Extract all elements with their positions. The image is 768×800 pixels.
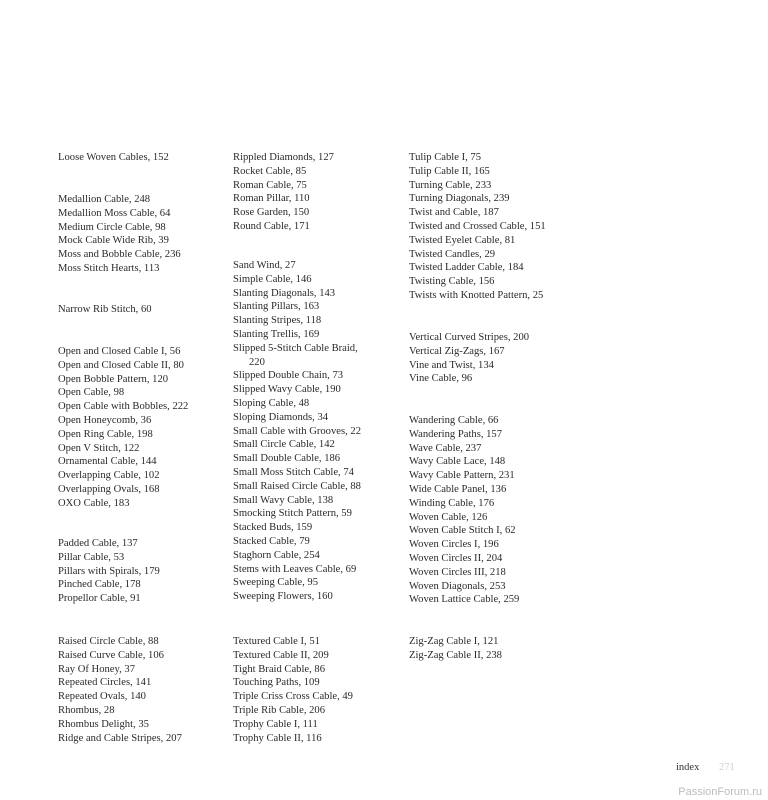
index-entry: Touching Paths, 109 [233,677,320,689]
index-group [58,193,181,276]
index-group [409,331,529,386]
index-entry: Medallion Cable, 248 [58,194,151,205]
index-entry: Triple Rib Cable, 206 [233,704,326,716]
index-entry: Sand Wind, 27 [233,260,296,271]
index-entry: Open and Closed Cable I, 56 [58,346,181,357]
index-entry: Small Cable with Grooves, 22 [233,425,361,437]
index-entry: Stacked Buds, 159 [233,522,313,534]
index-entry: Vine Cable, 96 [409,373,473,385]
index-entry: Trophy Cable II, 116 [233,732,322,744]
index-entry: Moss and Bobble Cable, 236 [58,249,181,261]
index-entry: Trophy Cable I, 111 [233,718,318,730]
index-entry: Small Moss Stitch Cable, 74 [233,466,354,478]
index-entry: Raised Curve Cable, 106 [58,649,164,661]
index-entry: Medallion Moss Cable, 64 [58,207,171,219]
index-entry: Wide Cable Panel, 136 [409,483,507,495]
index-group [58,151,169,165]
index-entry: Open and Closed Cable II, 80 [58,359,184,371]
index-entry: Roman Cable, 75 [233,179,307,191]
index-entry: Open Cable with Bobbles, 222 [58,401,189,413]
index-entry: Small Wavy Cable, 138 [233,494,334,506]
index-entry: Sloping Diamonds, 34 [233,411,329,423]
index-group [233,635,353,745]
index-entry: Vertical Curved Stripes, 200 [409,332,530,343]
index-entry: Overlapping Ovals, 168 [58,483,160,495]
index-entry: Open Ring Cable, 198 [58,428,153,440]
index-entry: Sweeping Flowers, 160 [233,591,333,603]
index-group [58,537,160,606]
index-entry: Pinched Cable, 178 [58,579,141,591]
index-entry: Twisted Ladder Cable, 184 [409,262,524,274]
index-entry: Open V Stitch, 122 [58,442,140,454]
index-entry: Winding Cable, 176 [409,497,495,509]
index-entry: 220 [249,356,265,368]
index-entry: Narrow Rib Stitch, 60 [58,304,152,315]
index-entry: Wavy Cable Pattern, 231 [409,470,515,482]
index-entry: Open Cable, 98 [58,387,125,399]
index-entry: Rhombus Delight, 35 [58,718,149,730]
index-entry: Propellor Cable, 91 [58,593,141,605]
index-entry: Tight Braid Cable, 86 [233,663,326,675]
index-entry: Open Bobble Pattern, 120 [58,373,169,385]
index-group [409,151,546,303]
index-entry: Slanting Pillars, 163 [233,301,320,313]
index-entry: Padded Cable, 137 [58,538,138,549]
index-entry: Turning Diagonals, 239 [409,193,510,205]
index-group [233,151,334,234]
index-entry: Woven Circles III, 218 [409,566,506,578]
index-entry: Rhombus, 28 [58,704,115,716]
index-entry: Textured Cable I, 51 [233,636,320,647]
index-entry: Slipped 5-Stitch Cable Braid, [233,342,358,354]
index-entry: Slanting Stripes, 118 [233,315,322,327]
index-entry: Woven Circles II, 204 [409,552,503,564]
index-entry: Ornamental Cable, 144 [58,456,157,468]
index-entry: Moss Stitch Hearts, 113 [58,262,160,274]
index-group [58,303,152,317]
index-entry: Textured Cable II, 209 [233,649,329,661]
index-entry: Wave Cable, 237 [409,442,482,454]
index-entry: Staghorn Cable, 254 [233,549,320,561]
index-entry: OXO Cable, 183 [58,497,130,509]
index-entry: Slipped Double Chain, 73 [233,370,344,382]
index-entry: Tulip Cable II, 165 [409,165,490,177]
index-entry: Rippled Diamonds, 127 [233,152,334,163]
index-entry: Loose Woven Cables, 152 [58,152,169,163]
index-entry: Pillars with Spirals, 179 [58,565,160,577]
index-entry: Repeated Circles, 141 [58,677,152,689]
index-entry: Ridge and Cable Stripes, 207 [58,732,182,744]
index-group [58,345,188,511]
index-entry: Stacked Cable, 79 [233,535,310,547]
index-entry: Repeated Ovals, 140 [58,691,146,703]
index-entry: Woven Cable Stitch I, 62 [409,525,516,537]
index-entry: Open Honeycomb, 36 [58,414,152,426]
index-entry: Rocket Cable, 85 [233,165,307,177]
index-entry: Tulip Cable I, 75 [409,152,482,163]
index-entry: Zig-Zag Cable II, 238 [409,649,502,661]
footer-index-label: index [676,762,700,773]
index-entry: Woven Cable, 126 [409,511,488,523]
index-entry: Simple Cable, 146 [233,273,312,285]
index-entry: Woven Lattice Cable, 259 [409,594,520,606]
index-group [58,635,182,745]
footer-page-number: 271 [719,762,735,773]
index-entry: Slanting Trellis, 169 [233,328,320,340]
index-entry: Twisted Candles, 29 [409,248,496,260]
index-entry: Twisting Cable, 156 [409,276,495,288]
index-entry: Ray Of Honey, 37 [58,663,135,675]
index-entry: Wandering Paths, 157 [409,428,503,440]
index-group [233,259,361,604]
index-entry: Twist and Cable, 187 [409,207,499,219]
index-entry: Twisted Eyelet Cable, 81 [409,234,516,246]
index-entry: Vine and Twist, 134 [409,359,494,371]
index-entry: Sweeping Cable, 95 [233,577,319,589]
index-entry: Wavy Cable Lace, 148 [409,456,506,468]
index-entry: Round Cable, 171 [233,220,310,232]
index-entry: Small Raised Circle Cable, 88 [233,480,361,492]
index-entry: Wandering Cable, 66 [409,415,499,426]
index-entry: Woven Diagonals, 253 [409,580,506,592]
index-entry: Small Double Cable, 186 [233,453,341,465]
index-entry: Pillar Cable, 53 [58,551,125,563]
index-entry: Triple Criss Cross Cable, 49 [233,691,353,703]
watermark: PassionForum.ru [678,786,762,798]
index-entry: Raised Circle Cable, 88 [58,636,159,647]
index-entry: Slipped Wavy Cable, 190 [233,384,341,396]
index-entry: Smocking Stitch Pattern, 59 [233,508,352,520]
index-group [409,414,519,607]
index-entry: Small Circle Cable, 142 [233,439,335,451]
index-entry: Turning Cable, 233 [409,179,492,191]
index-entry: Sloping Cable, 48 [233,397,310,409]
index-entry: Woven Circles I, 196 [409,539,499,551]
index-entry: Rose Garden, 150 [233,207,310,219]
index-entry: Zig-Zag Cable I, 121 [409,636,499,647]
index-entry: Twisted and Crossed Cable, 151 [409,220,546,232]
index-entry: Medium Circle Cable, 98 [58,221,166,233]
index-entry: Mock Cable Wide Rib, 39 [58,235,169,247]
index-entry: Roman Pillar, 110 [233,193,310,205]
index-entry: Slanting Diagonals, 143 [233,287,336,299]
index-entry: Overlapping Cable, 102 [58,470,160,482]
index-entry: Vertical Zig-Zags, 167 [409,345,505,357]
index-entry: Stems with Leaves Cable, 69 [233,563,357,575]
index-group [409,635,502,663]
index-entry: Twists with Knotted Pattern, 25 [409,289,544,301]
